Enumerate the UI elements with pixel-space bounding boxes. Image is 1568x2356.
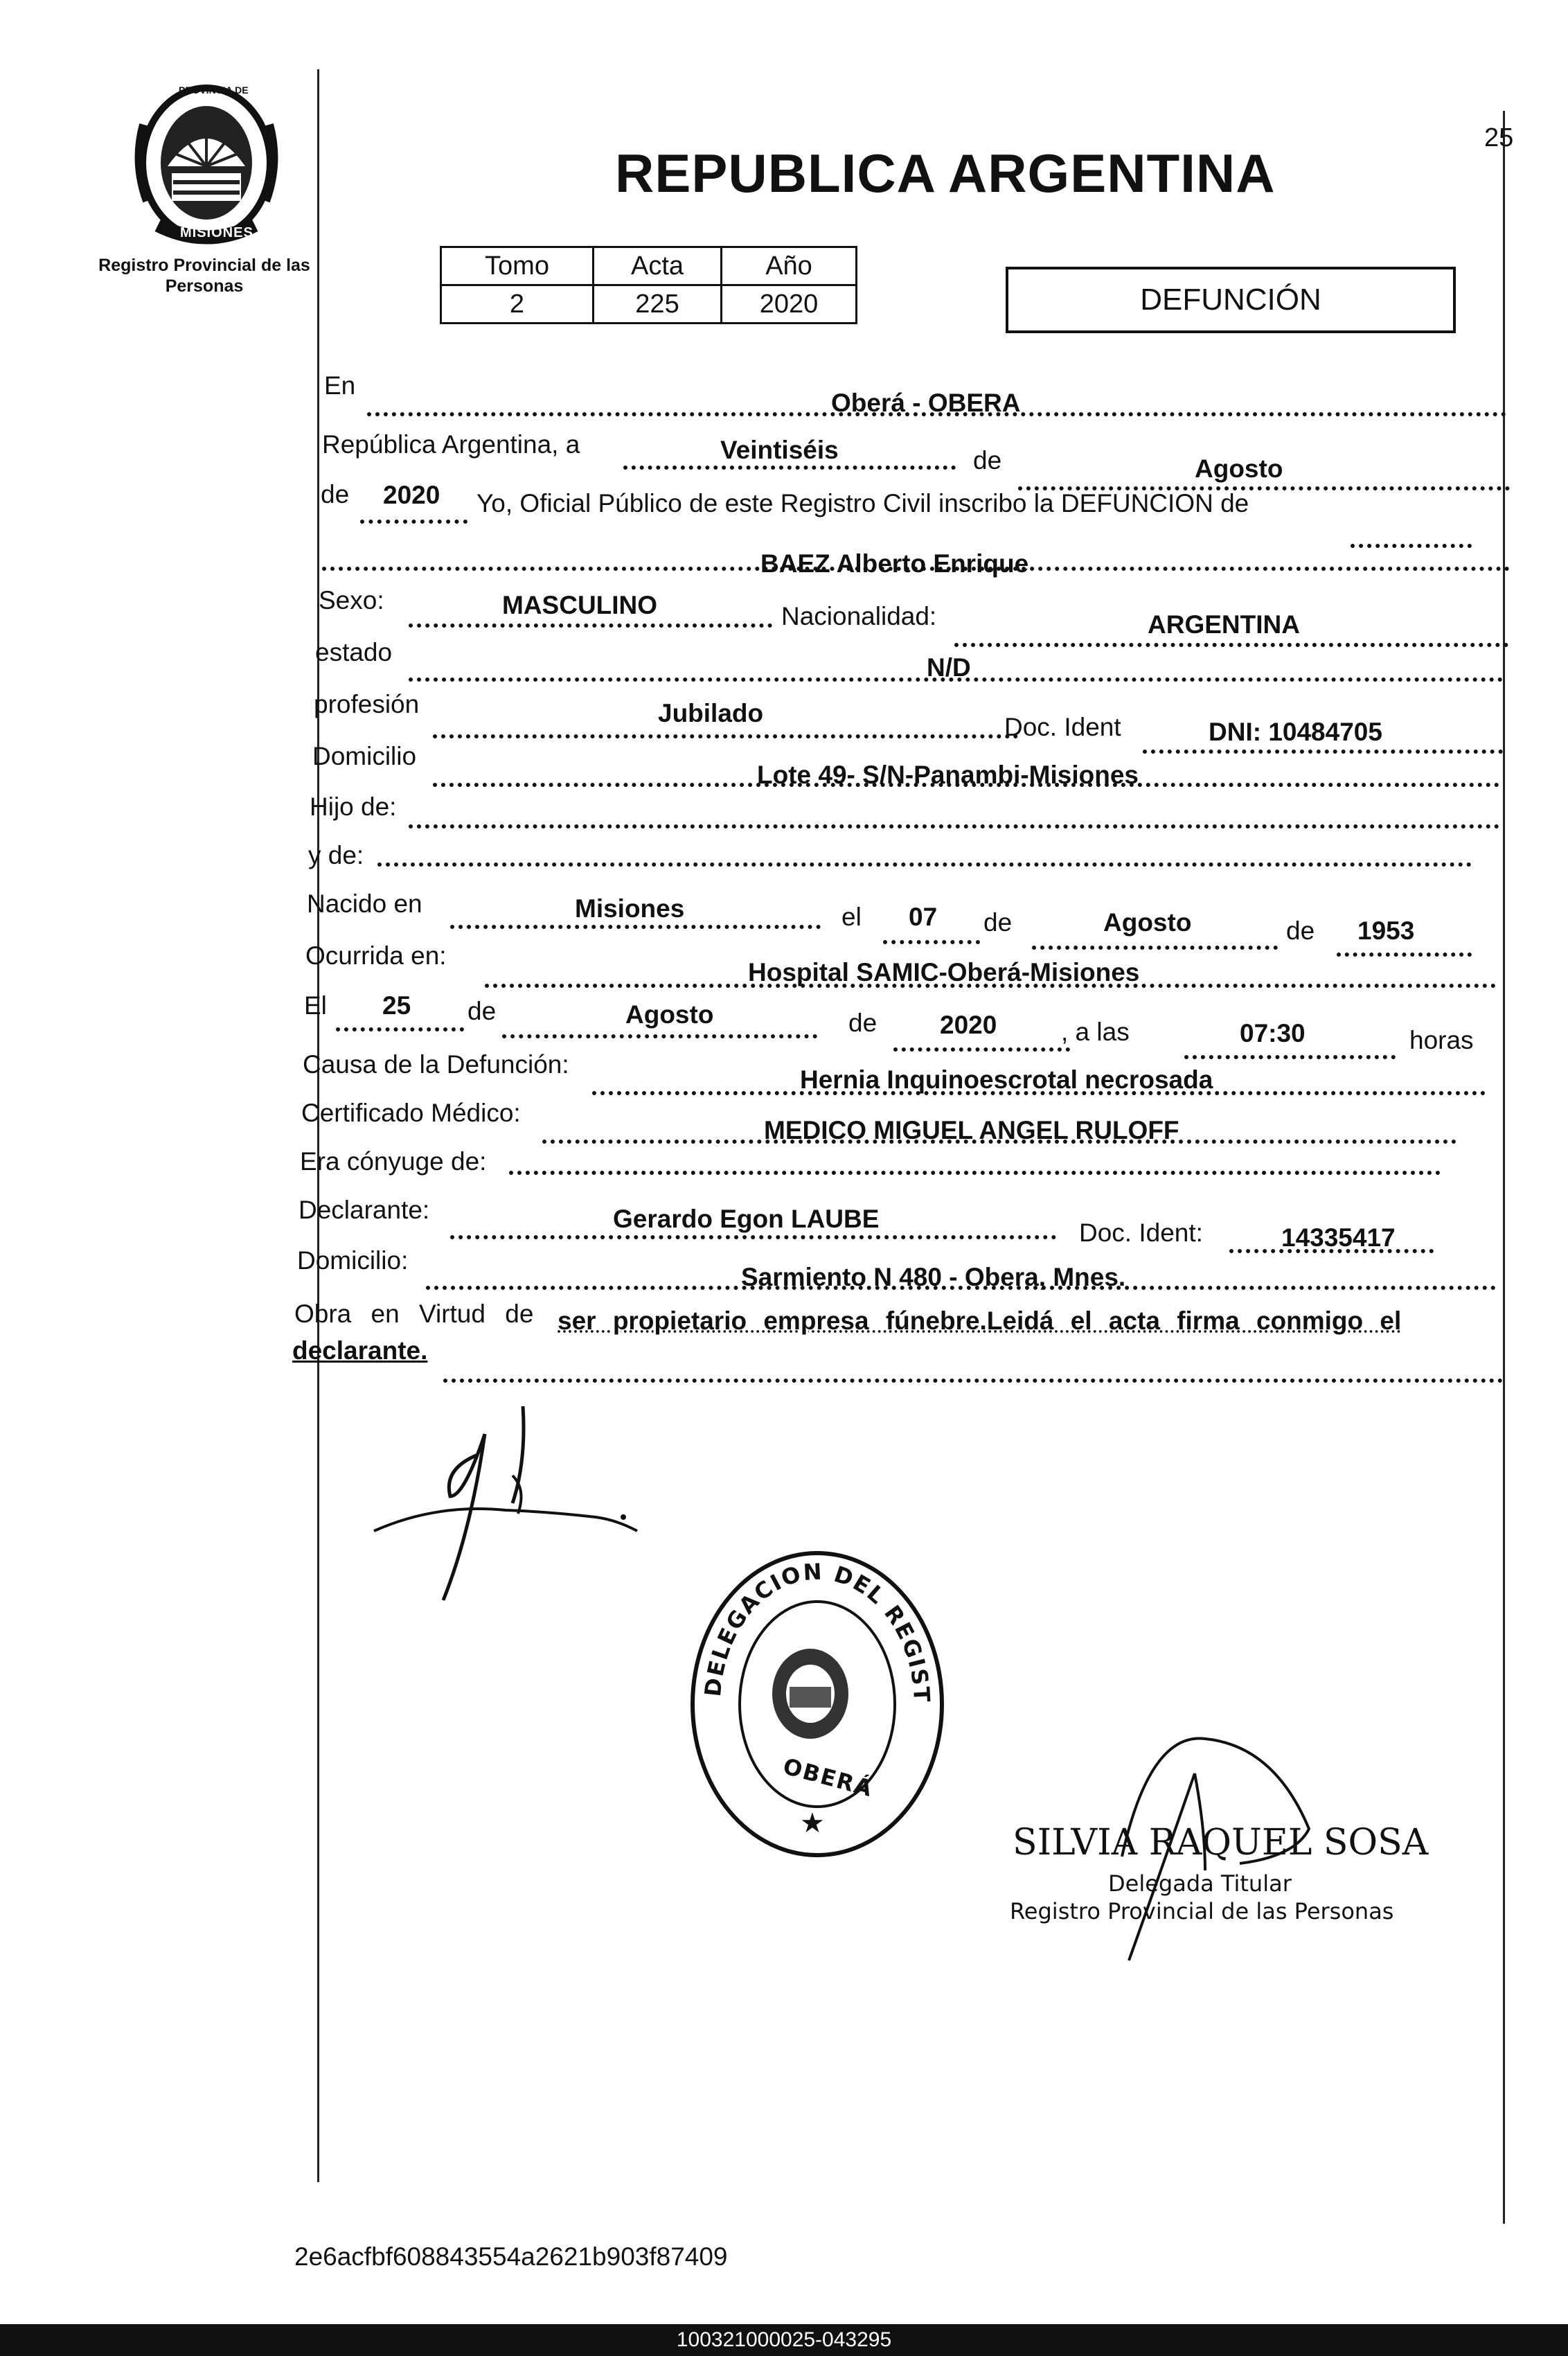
dots-nacido-dia <box>883 940 980 944</box>
label-doc-ident: Doc. Ident <box>1004 713 1121 741</box>
dots-nacido-mes <box>1032 946 1278 950</box>
barcode-footer-bar <box>0 2324 1568 2356</box>
dots-def-anio <box>893 1047 1070 1052</box>
declarant-signature <box>367 1392 658 1614</box>
seal-city-text: OBERÁ <box>780 1753 876 1803</box>
dots-conyuge <box>509 1171 1441 1175</box>
value-def-dia: 25 <box>382 991 411 1020</box>
official-name: SILVIA RAQUEL SOSA <box>1013 1822 1429 1863</box>
logo-ring-bottom-text: MISIONES <box>180 225 253 240</box>
dots-y-de <box>377 862 1472 867</box>
label-a-las: , a las <box>1061 1018 1130 1046</box>
label-certificado: Certificado Médico: <box>301 1099 521 1127</box>
label-obra: Obra en Virtud de <box>294 1300 534 1328</box>
dots-profesion <box>433 734 1018 738</box>
reference-table-value-row <box>441 285 857 324</box>
page-title: REPUBLICA ARGENTINA <box>615 143 1276 204</box>
dots-nacido-lugar <box>450 925 821 929</box>
value-dia-texto: Veintiséis <box>720 436 839 464</box>
dots-def-hora <box>1184 1055 1396 1059</box>
ref-header-acta: Acta <box>594 247 722 285</box>
value-mes: Agosto <box>1195 454 1283 483</box>
official-office: Registro Provincial de las Personas <box>1010 1898 1394 1924</box>
label-conyuge: Era cónyuge de: <box>300 1147 487 1176</box>
dots-declarante <box>450 1235 1056 1239</box>
value-certificado: MEDICO MIGUEL ANGEL RULOFF <box>764 1116 1179 1144</box>
label-ocurrida-en: Ocurrida en: <box>305 941 447 970</box>
value-def-hora: 07:30 <box>1240 1019 1306 1047</box>
value-declarante-domicilio: Sarmiento N 480 - Obera, Mnes. <box>741 1263 1126 1291</box>
ref-value-acta: 225 <box>594 285 722 324</box>
dots-def-mes <box>502 1034 817 1038</box>
logo-ring-top-text: PROVINCIA DE <box>179 85 249 96</box>
label-de-def-2: de <box>848 1009 877 1037</box>
document-hash: 2e6acfbf608843554a2621b903f87409 <box>294 2242 728 2271</box>
value-def-mes: Agosto <box>625 1000 714 1029</box>
barcode-id: 100321000025-043295 <box>676 2328 892 2351</box>
label-el: el <box>841 903 862 931</box>
value-nacido-mes: Agosto <box>1103 908 1192 937</box>
label-domicilio: Domicilio <box>312 742 417 770</box>
value-sexo: MASCULINO <box>502 591 658 619</box>
official-role: Delegada Titular <box>1108 1870 1292 1897</box>
province-coat-of-arms-logo <box>130 83 283 249</box>
label-horas: horas <box>1409 1026 1474 1054</box>
dots-dia <box>623 466 956 470</box>
label-causa: Causa de la Defunción: <box>303 1050 569 1079</box>
value-causa: Hernia Inquinoescrotal necrosada <box>800 1065 1213 1094</box>
seal-ring-text: DELEGACION DEL REGIST <box>699 1558 936 1704</box>
seal-star-icon: ★ <box>800 1808 825 1839</box>
official-seal-stamp <box>679 1545 956 1863</box>
label-nacionalidad: Nacionalidad: <box>781 602 937 630</box>
ref-header-tomo: Tomo <box>441 247 594 285</box>
dots-def-dia <box>336 1027 464 1031</box>
logo-caption: Registro Provincial de las Personas <box>98 256 310 296</box>
value-lugar: Oberá - OBERA <box>831 389 1021 417</box>
dots-dni <box>1143 750 1503 754</box>
doc-type-box <box>1006 267 1456 333</box>
value-dni: DNI: 10484705 <box>1209 718 1382 746</box>
dots-obra-end <box>443 1379 1503 1383</box>
value-nacido-lugar: Misiones <box>575 894 685 923</box>
dots-anio <box>360 520 467 524</box>
label-hijo-de: Hijo de: <box>310 792 397 821</box>
value-obra-line-2: declarante. <box>292 1336 428 1365</box>
label-nacido-en: Nacido en <box>307 889 422 918</box>
value-profesion: Jubilado <box>658 699 764 727</box>
right-margin-line <box>1503 111 1505 2224</box>
ref-header-anio: Año <box>722 247 857 285</box>
value-obra-line-1: ser propietario empresa fúnebre.Leidá el acta firma conmigo el <box>558 1307 1402 1335</box>
label-yo-oficial: Yo, Oficial Público de este Registro Civil inscribo la DEFUNCION de <box>476 489 1249 517</box>
label-estado: estado <box>315 638 393 666</box>
dots-hijo-de <box>409 824 1499 829</box>
label-de-nacido-1: de <box>983 908 1013 937</box>
label-doc-ident-2: Doc. Ident: <box>1079 1219 1203 1247</box>
label-profesion: profesión <box>314 690 420 718</box>
value-def-anio: 2020 <box>940 1011 997 1039</box>
label-declarante: Declarante: <box>299 1196 430 1224</box>
reference-table <box>440 246 857 324</box>
label-en: En <box>324 371 356 400</box>
label-republica: República Argentina, a <box>322 430 580 459</box>
value-domicilio: Lote 49- S/N-Panambi-Misiones <box>757 761 1139 789</box>
reference-table-header-row <box>441 247 857 285</box>
label-el-2: El <box>304 991 327 1020</box>
value-anio: 2020 <box>383 481 440 509</box>
label-sexo: Sexo: <box>319 586 384 614</box>
value-declarante-doc: 14335417 <box>1281 1223 1396 1252</box>
doc-type-label: DEFUNCIÓN <box>1140 283 1321 317</box>
label-de-def-1: de <box>467 997 497 1025</box>
ref-value-tomo: 2 <box>441 285 594 324</box>
value-nacido-anio: 1953 <box>1357 916 1415 945</box>
label-y-de: y de: <box>308 841 364 869</box>
dots-nacido-anio <box>1337 953 1472 957</box>
page-number: 25 <box>1484 123 1514 152</box>
value-nacionalidad: ARGENTINA <box>1148 610 1300 639</box>
ref-value-anio: 2020 <box>722 285 857 324</box>
dots-sexo <box>409 623 772 628</box>
value-nombre: BAEZ Alberto Enrique <box>760 549 1029 578</box>
label-de-nacido-2: de <box>1286 916 1315 945</box>
value-declarante: Gerardo Egon LAUBE <box>613 1205 880 1233</box>
dots-nacionalidad <box>954 643 1508 647</box>
label-domicilio-2: Domicilio: <box>297 1246 409 1275</box>
dots-after-yo <box>1351 544 1472 548</box>
value-estado: N/D <box>927 653 971 682</box>
value-nacido-dia: 07 <box>909 903 938 931</box>
label-de-1: de <box>973 446 1002 475</box>
value-ocurrida: Hospital SAMIC-Oberá-Misiones <box>748 958 1140 986</box>
label-de-2: de <box>321 480 350 508</box>
